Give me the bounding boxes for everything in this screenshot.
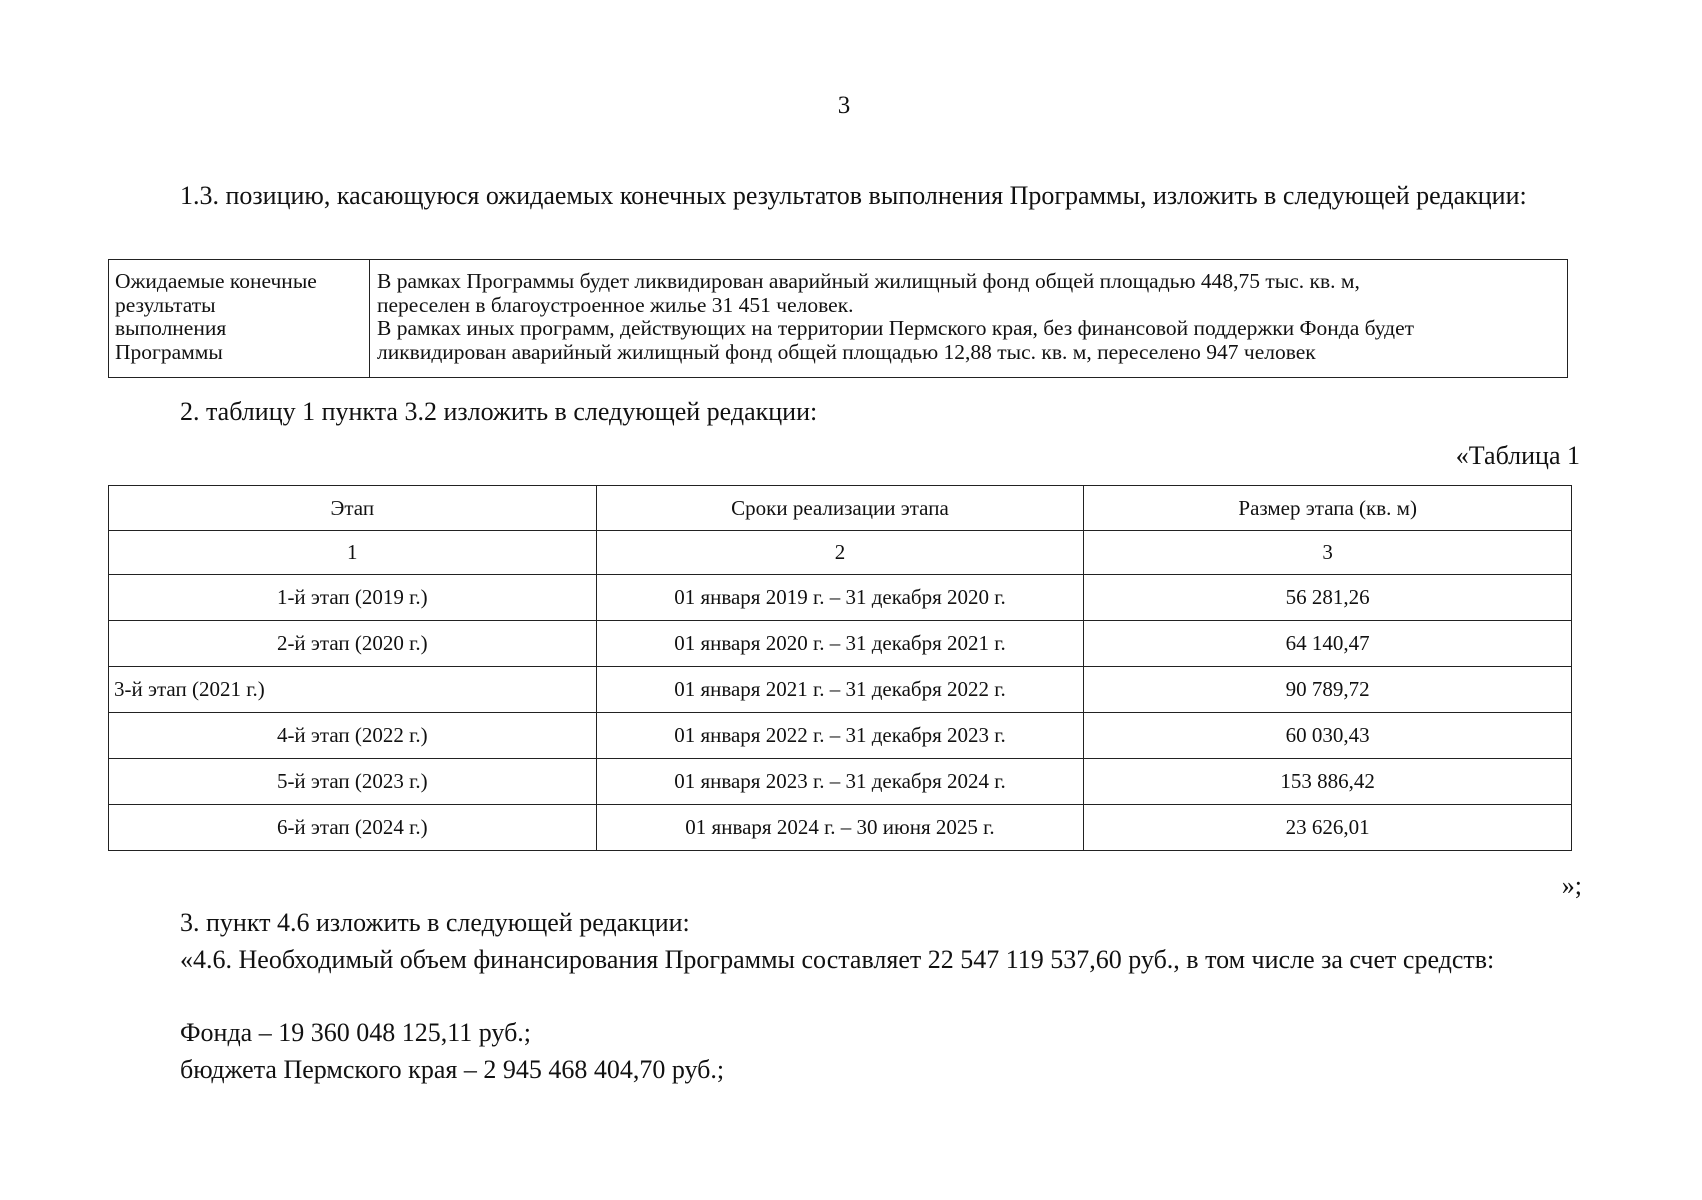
- fund-line: Фонда – 19 360 048 125,11 руб.;: [180, 1018, 532, 1047]
- period-cell: 01 января 2021 г. – 31 декабря 2022 г.: [596, 667, 1084, 713]
- table-reference-label: «Таблица 1: [1455, 441, 1580, 470]
- section-1-3-paragraph: 1.3. позицию, касающуюся ожидаемых конечных результатов выполнения Программы, изложить в следующей редакции:: [180, 181, 1527, 210]
- results-label-line: выполнения: [115, 316, 227, 340]
- stage-cell: 5-й этап (2023 г.): [109, 759, 597, 805]
- results-text-line: В рамках Программы будет ликвидирован аварийный жилищный фонд общей площадью 448,75 тыс. кв. м,: [377, 269, 1360, 293]
- paragraph-4-6: «4.6. Необходимый объем финансирования Программы составляет 22 547 119 537,60 руб., в том числе за счет средств:: [180, 945, 1495, 974]
- period-cell: 01 января 2020 г. – 31 декабря 2021 г.: [596, 621, 1084, 667]
- closing-quote: »;: [1561, 871, 1582, 900]
- size-cell: 153 886,42: [1084, 759, 1572, 805]
- stage-cell: 6-й этап (2024 г.): [109, 805, 597, 851]
- stage-cell: 1-й этап (2019 г.): [109, 575, 597, 621]
- column-number: 1: [109, 531, 597, 575]
- stage-cell: 4-й этап (2022 г.): [109, 713, 597, 759]
- table-row: [109, 621, 1572, 667]
- column-number: 3: [1084, 531, 1572, 575]
- table-row: [109, 713, 1572, 759]
- period-cell: 01 января 2023 г. – 31 декабря 2024 г.: [596, 759, 1084, 805]
- period-cell: 01 января 2019 г. – 31 декабря 2020 г.: [596, 575, 1084, 621]
- stages-table: [108, 485, 1572, 851]
- header-size: Размер этапа (кв. м): [1084, 486, 1572, 531]
- stage-cell: 3-й этап (2021 г.): [109, 667, 597, 713]
- page-number: 3: [837, 92, 851, 119]
- table-row: [109, 575, 1572, 621]
- size-cell: 56 281,26: [1084, 575, 1572, 621]
- table-header-row: [109, 486, 1572, 531]
- results-table-text-cell: [370, 260, 1567, 377]
- section-2-paragraph: 2. таблицу 1 пункта 3.2 изложить в следующей редакции:: [180, 397, 818, 426]
- period-cell: 01 января 2022 г. – 31 декабря 2023 г.: [596, 713, 1084, 759]
- header-period: Сроки реализации этапа: [596, 486, 1084, 531]
- section-3-paragraph: 3. пункт 4.6 изложить в следующей редакции:: [180, 908, 690, 937]
- results-table-label-cell: [109, 260, 370, 377]
- table-row: [109, 667, 1572, 713]
- stage-cell: 2-й этап (2020 г.): [109, 621, 597, 667]
- results-label-line: Программы: [115, 339, 223, 364]
- column-number: 2: [596, 531, 1084, 575]
- size-cell: 60 030,43: [1084, 713, 1572, 759]
- results-label-line: Ожидаемые конечные: [115, 269, 317, 293]
- results-text-line: В рамках иных программ, действующих на территории Пермского края, без финансовой поддержки Фонда будет: [377, 316, 1415, 340]
- results-text-line: переселен в благоустроенное жилье 31 451 человек.: [377, 292, 854, 317]
- column-number-row: [109, 531, 1572, 575]
- results-text-line: ликвидирован аварийный жилищный фонд общей площадью 12,88 тыс. кв. м, переселено 947 человек: [377, 339, 1316, 364]
- table-row: [109, 805, 1572, 851]
- header-stage: Этап: [109, 486, 597, 531]
- results-table: [108, 259, 1568, 378]
- period-cell: 01 января 2024 г. – 30 июня 2025 г.: [596, 805, 1084, 851]
- budget-line: бюджета Пермского края – 2 945 468 404,70 руб.;: [180, 1055, 725, 1084]
- size-cell: 23 626,01: [1084, 805, 1572, 851]
- table-row: [109, 759, 1572, 805]
- results-label-line: результаты: [115, 292, 216, 317]
- size-cell: 90 789,72: [1084, 667, 1572, 713]
- size-cell: 64 140,47: [1084, 621, 1572, 667]
